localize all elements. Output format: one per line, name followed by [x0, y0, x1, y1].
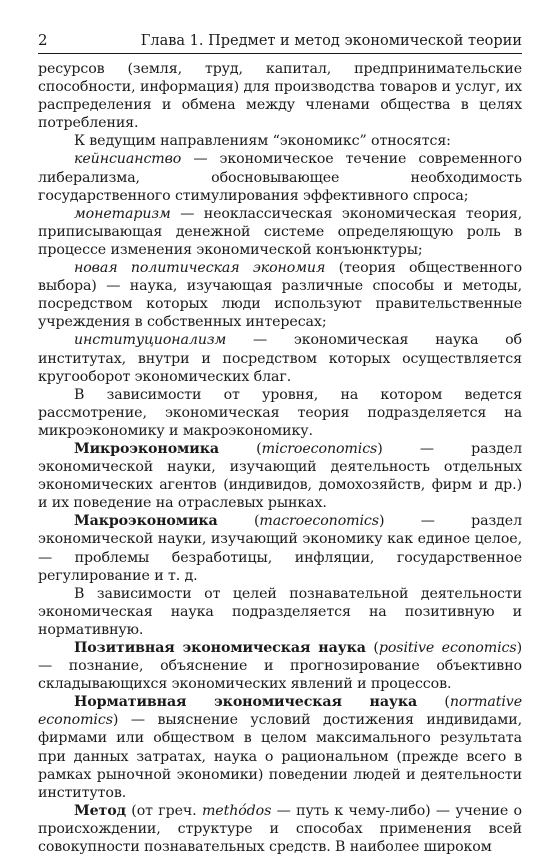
paragraph-continuation: ресурсов (земля, труд, капитал, предпринимательские способности, информация) для производства товаров и услуг, их распределения и обмена между членами общества в целях потребления.	[38, 61, 522, 132]
term-bold: Метод	[74, 802, 126, 819]
term-italic: институционализм	[74, 332, 227, 349]
paragraph-institutionalism: институционализм — экономическая наука об институтах, внутри и посредством которых осуществляется кругооборот экономических благ.	[38, 332, 522, 385]
term-italic: монетаризм	[74, 205, 171, 222]
term-italic: кейнсианство	[74, 151, 182, 168]
term-latin: normative economics	[38, 694, 522, 729]
paragraph-public-choice: новая политическая экономия (теория общественного выбора) — наука, изучающая различные способы и методы, посредством которых люди используют правительственные учреждения в собственных интересах;	[38, 260, 523, 331]
paragraph-levels: В зависимости от уровня, на котором ведется рассмотрение, экономическая теория подразделяется на микроэкономику и макроэкономику.	[38, 386, 522, 439]
term-latin: positive economics	[378, 640, 517, 656]
page-number: 2	[38, 31, 48, 49]
paragraph-positive: Позитивная экономическая наука (positive economics) — познание, объяснение и прогнозирование объективно складывающихся экономических явлений и процессов.	[38, 640, 522, 693]
term-italic: новая политическая экономия	[74, 260, 326, 277]
paragraph-goals: В зависимости от целей познавательной деятельности экономическая наука подразделяется на позитивную и нормативную.	[38, 585, 522, 638]
paragraph-keynesianism: кейнсианство — экономическое течение современного либерализма, обосновывающее необходимость государственного стимулирования эффективного спроса;	[38, 151, 522, 204]
term-latin: methódos	[201, 802, 272, 819]
paragraph-monetarism: монетаризм — неоклассическая экономическая теория, приписывающая денежной системе определяющую роль в процессе изменения экономической конъюнктуры;	[38, 205, 522, 258]
paragraph-method: Метод (от греч. methódos — путь к чему-либо) — учение о происхождении, структуре и способах применения всей совокупности познавательных средств. В наиболее широком	[38, 802, 523, 856]
term-latin: microeconomics	[261, 440, 378, 457]
header-rule	[38, 53, 522, 54]
running-title: Глава 1. Предмет и метод экономической теории	[140, 33, 522, 49]
term-bold: Позитивная экономическая наука	[74, 640, 366, 656]
term-bold: Макроэкономика	[74, 513, 218, 530]
paragraph-microeconomics: Микроэкономика (microeconomics) — раздел экономической науки, изучающий деятельность отдельных экономических агентов (индивидов, домохозяйств, фирм и др.) и их поведение на отраслевых рынках.	[38, 440, 522, 512]
term-bold: Нормативная экономическая наука	[74, 694, 418, 711]
page-header	[38, 30, 522, 51]
paragraph-normative: Нормативная экономическая наука (normative economics) — выяснение условий достижения индивидами, фирмами или обществом в целом максимального результата при данных затратах, наука о рациональном (прежде всего в рамках рыночной экономики) поведении людей и деятельности институтов.	[38, 694, 522, 801]
term-bold: Микроэкономика	[74, 440, 219, 457]
page-body	[38, 60, 522, 856]
paragraph-intro: К ведущим направлениям “экономикс” относятся:	[74, 133, 451, 150]
term-latin: macroeconomics	[259, 513, 379, 530]
paragraph-macroeconomics: Макроэкономика (macroeconomics) — раздел экономической науки, изучающий экономику как единое целое, — проблемы безработицы, инфляции, государственное регулирование и т. д.	[38, 513, 522, 584]
